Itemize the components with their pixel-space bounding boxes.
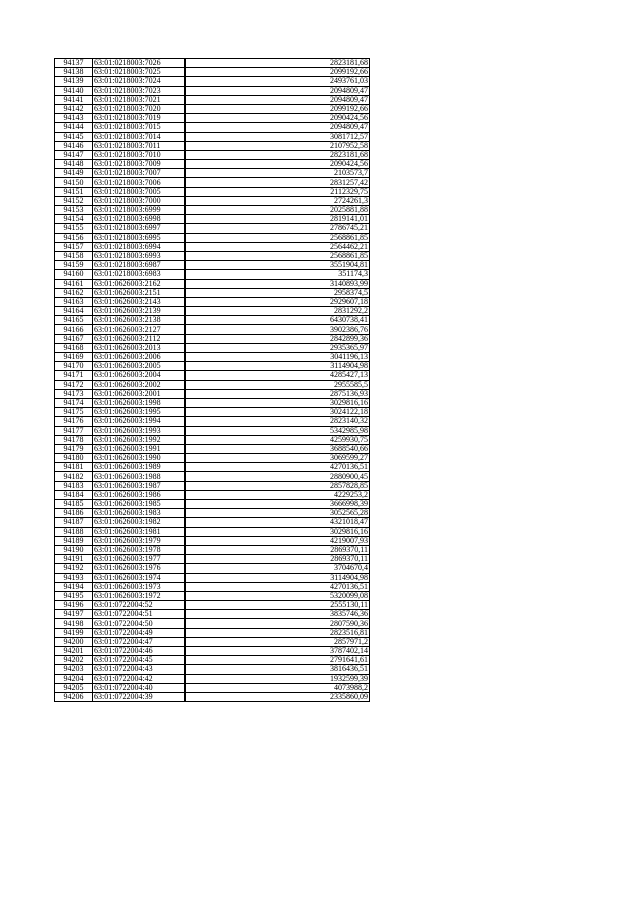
- cadastral-value-cell: 5320099,08: [185, 591, 370, 600]
- cadastral-value-cell: 3069599,27: [185, 454, 370, 463]
- row-number-cell: 94161: [55, 279, 93, 288]
- cadastral-number-cell: 63:01:0218003:7009: [93, 160, 186, 169]
- table-row: [55, 692, 370, 701]
- table-row: [55, 316, 370, 325]
- cadastral-value-cell: 4270136,51: [185, 463, 370, 472]
- row-number-cell: 94141: [55, 95, 93, 104]
- cadastral-number-cell: 63:01:0218003:7010: [93, 150, 186, 159]
- cadastral-value-cell: 2857971,2: [185, 637, 370, 646]
- cadastral-number-cell: 63:01:0626003:1982: [93, 518, 186, 527]
- table-row: [55, 426, 370, 435]
- cadastral-number-cell: 63:01:0218003:7006: [93, 178, 186, 187]
- cadastral-number-cell: 63:01:0626003:1993: [93, 426, 186, 435]
- cadastral-value-cell: 4321018,47: [185, 518, 370, 527]
- cadastral-value-cell: 4285427,13: [185, 371, 370, 380]
- table-row: [55, 564, 370, 573]
- cadastral-number-cell: 63:01:0722004:51: [93, 610, 186, 619]
- table-row: [55, 215, 370, 224]
- row-number-cell: 94197: [55, 610, 93, 619]
- cadastral-value-cell: 2869370,11: [185, 545, 370, 554]
- table-row: [55, 288, 370, 297]
- table-row: [55, 141, 370, 150]
- cadastral-number-cell: 63:01:0626003:1978: [93, 545, 186, 554]
- table-row: [55, 343, 370, 352]
- table-row: [55, 601, 370, 610]
- row-number-cell: 94205: [55, 683, 93, 692]
- cadastral-value-cell: 2842899,36: [185, 334, 370, 343]
- table-row: [55, 619, 370, 628]
- table-row: [55, 196, 370, 205]
- cadastral-number-cell: 63:01:0626003:1991: [93, 444, 186, 453]
- table-row: [55, 206, 370, 215]
- row-number-cell: 94181: [55, 463, 93, 472]
- cadastral-number-cell: 63:01:0626003:2162: [93, 279, 186, 288]
- row-number-cell: 94164: [55, 307, 93, 316]
- cadastral-number-cell: 63:01:0218003:6987: [93, 261, 186, 270]
- cadastral-number-cell: 63:01:0218003:6994: [93, 242, 186, 251]
- row-number-cell: 94145: [55, 132, 93, 141]
- table-row: [55, 665, 370, 674]
- table-row: [55, 77, 370, 86]
- cadastral-number-cell: 63:01:0218003:6993: [93, 251, 186, 260]
- row-number-cell: 94168: [55, 343, 93, 352]
- table-row: [55, 637, 370, 646]
- row-number-cell: 94186: [55, 509, 93, 518]
- row-number-cell: 94188: [55, 527, 93, 536]
- table-row: [55, 242, 370, 251]
- table-row: [55, 435, 370, 444]
- row-number-cell: 94152: [55, 196, 93, 205]
- table-row: [55, 251, 370, 260]
- row-number-cell: 94162: [55, 288, 93, 297]
- cadastral-value-cell: 3029816,16: [185, 398, 370, 407]
- cadastral-value-cell: 3787402,14: [185, 647, 370, 656]
- cadastral-value-cell: 2831292,2: [185, 307, 370, 316]
- row-number-cell: 94192: [55, 564, 93, 573]
- row-number-cell: 94155: [55, 224, 93, 233]
- table-row: [55, 545, 370, 554]
- cadastral-value-cell: 2094809,47: [185, 86, 370, 95]
- row-number-cell: 94169: [55, 353, 93, 362]
- cadastral-value-cell: 2724261,3: [185, 196, 370, 205]
- row-number-cell: 94165: [55, 316, 93, 325]
- table-row: [55, 279, 370, 288]
- table-row: [55, 261, 370, 270]
- cadastral-number-cell: 63:01:0218003:7015: [93, 123, 186, 132]
- row-number-cell: 94151: [55, 187, 93, 196]
- table-row: [55, 463, 370, 472]
- cadastral-value-cell: 2869370,11: [185, 555, 370, 564]
- cadastral-number-cell: 63:01:0626003:1992: [93, 435, 186, 444]
- cadastral-number-cell: 63:01:0626003:1986: [93, 490, 186, 499]
- row-number-cell: 94154: [55, 215, 93, 224]
- cadastral-value-cell: 2025881,88: [185, 206, 370, 215]
- row-number-cell: 94195: [55, 591, 93, 600]
- table-row: [55, 417, 370, 426]
- cadastral-number-cell: 63:01:0722004:49: [93, 628, 186, 637]
- cadastral-number-cell: 63:01:0626003:2013: [93, 343, 186, 352]
- cadastral-value-cell: 3704670,4: [185, 564, 370, 573]
- cadastral-number-cell: 63:01:0626003:2004: [93, 371, 186, 380]
- cadastral-number-cell: 63:01:0626003:1973: [93, 582, 186, 591]
- cadastral-number-cell: 63:01:0626003:1998: [93, 398, 186, 407]
- cadastral-value-cell: 2568861,85: [185, 251, 370, 260]
- row-number-cell: 94148: [55, 160, 93, 169]
- cadastral-number-cell: 63:01:0626003:2002: [93, 380, 186, 389]
- table-row: [55, 270, 370, 279]
- cadastral-value-cell: 4259930,75: [185, 435, 370, 444]
- cadastral-value-cell: 2090424,56: [185, 160, 370, 169]
- table-row: [55, 380, 370, 389]
- cadastral-value-cell: 2807590,36: [185, 619, 370, 628]
- cadastral-value-cell: 4073988,2: [185, 683, 370, 692]
- cadastral-value-cell: 2090424,56: [185, 114, 370, 123]
- row-number-cell: 94198: [55, 619, 93, 628]
- table-row: [55, 573, 370, 582]
- row-number-cell: 94199: [55, 628, 93, 637]
- table-row: [55, 591, 370, 600]
- cadastral-number-cell: 63:01:0722004:43: [93, 665, 186, 674]
- table-row: [55, 86, 370, 95]
- cadastral-value-cell: 2094809,47: [185, 95, 370, 104]
- cadastral-number-cell: 63:01:0218003:7023: [93, 86, 186, 95]
- row-number-cell: 94204: [55, 674, 93, 683]
- table-row: [55, 160, 370, 169]
- row-number-cell: 94201: [55, 647, 93, 656]
- row-number-cell: 94146: [55, 141, 93, 150]
- table-row: [55, 398, 370, 407]
- cadastral-number-cell: 63:01:0218003:6999: [93, 206, 186, 215]
- row-number-cell: 94147: [55, 150, 93, 159]
- cadastral-number-cell: 63:01:0218003:7019: [93, 114, 186, 123]
- row-number-cell: 94139: [55, 77, 93, 86]
- cadastral-value-cell: 2823181,68: [185, 59, 370, 68]
- table-row: [55, 362, 370, 371]
- cadastral-number-cell: 63:01:0218003:7024: [93, 77, 186, 86]
- row-number-cell: 94137: [55, 59, 93, 68]
- table-row: [55, 509, 370, 518]
- cadastral-value-cell: 2875136,93: [185, 389, 370, 398]
- cadastral-number-cell: 63:01:0722004:50: [93, 619, 186, 628]
- cadastral-value-cell: 2493761,03: [185, 77, 370, 86]
- cadastral-value-cell: 3551904,81: [185, 261, 370, 270]
- cadastral-value-cell: 3041196,13: [185, 353, 370, 362]
- cadastral-value-cell: 2568861,85: [185, 233, 370, 242]
- cadastral-number-cell: 63:01:0626003:2001: [93, 389, 186, 398]
- table-row: [55, 610, 370, 619]
- table-row: [55, 95, 370, 104]
- table-row: [55, 444, 370, 453]
- cadastral-number-cell: 63:01:0218003:6997: [93, 224, 186, 233]
- row-number-cell: 94166: [55, 325, 93, 334]
- cadastral-value-cell: 2791641,61: [185, 656, 370, 665]
- table-row: [55, 674, 370, 683]
- row-number-cell: 94172: [55, 380, 93, 389]
- table-row: [55, 389, 370, 398]
- table-row: [55, 178, 370, 187]
- cadastral-number-cell: 63:01:0218003:6998: [93, 215, 186, 224]
- table-body: [55, 59, 370, 702]
- row-number-cell: 94180: [55, 454, 93, 463]
- cadastral-value-cell: 2103573,7: [185, 169, 370, 178]
- table-row: [55, 454, 370, 463]
- cadastral-number-cell: 63:01:0722004:52: [93, 601, 186, 610]
- cadastral-value-cell: 2786745,21: [185, 224, 370, 233]
- cadastral-value-cell: 3666998,39: [185, 500, 370, 509]
- cadastral-number-cell: 63:01:0218003:6983: [93, 270, 186, 279]
- cadastral-number-cell: 63:01:0218003:7005: [93, 187, 186, 196]
- cadastral-number-cell: 63:01:0218003:7025: [93, 68, 186, 77]
- row-number-cell: 94176: [55, 417, 93, 426]
- row-number-cell: 94160: [55, 270, 93, 279]
- cadastral-number-cell: 63:01:0218003:7026: [93, 59, 186, 68]
- cadastral-number-cell: 63:01:0626003:1977: [93, 555, 186, 564]
- table-row: [55, 325, 370, 334]
- cadastral-value-cell: 3114904,98: [185, 362, 370, 371]
- cadastral-value-cell: 2880900,45: [185, 472, 370, 481]
- cadastral-value-cell: 2958374,5: [185, 288, 370, 297]
- cadastral-value-cell: 3902386,76: [185, 325, 370, 334]
- cadastral-value-cell: 2823140,32: [185, 417, 370, 426]
- cadastral-number-cell: 63:01:0218003:7014: [93, 132, 186, 141]
- row-number-cell: 94157: [55, 242, 93, 251]
- cadastral-number-cell: 63:01:0626003:2138: [93, 316, 186, 325]
- cadastral-number-cell: 63:01:0722004:40: [93, 683, 186, 692]
- row-number-cell: 94163: [55, 297, 93, 306]
- row-number-cell: 94170: [55, 362, 93, 371]
- cadastral-number-cell: 63:01:0722004:47: [93, 637, 186, 646]
- table-row: [55, 683, 370, 692]
- row-number-cell: 94159: [55, 261, 93, 270]
- cadastral-number-cell: 63:01:0218003:7021: [93, 95, 186, 104]
- cadastral-value-cell: 3816436,51: [185, 665, 370, 674]
- cadastral-value-cell: 3140893,99: [185, 279, 370, 288]
- row-number-cell: 94142: [55, 104, 93, 113]
- cadastral-number-cell: 63:01:0626003:1994: [93, 417, 186, 426]
- cadastral-number-cell: 63:01:0626003:2151: [93, 288, 186, 297]
- cadastral-value-cell: 2823181,68: [185, 150, 370, 159]
- table-row: [55, 297, 370, 306]
- cadastral-value-cell: 351174,3: [185, 270, 370, 279]
- table-row: [55, 187, 370, 196]
- row-number-cell: 94193: [55, 573, 93, 582]
- cadastral-value-cell: 4219007,93: [185, 536, 370, 545]
- row-number-cell: 94156: [55, 233, 93, 242]
- table-row: [55, 582, 370, 591]
- cadastral-value-cell: 3024122,18: [185, 408, 370, 417]
- cadastral-number-cell: 63:01:0626003:1990: [93, 454, 186, 463]
- row-number-cell: 94171: [55, 371, 93, 380]
- cadastral-number-cell: 63:01:0218003:7007: [93, 169, 186, 178]
- row-number-cell: 94144: [55, 123, 93, 132]
- cadastral-number-cell: 63:01:0626003:1979: [93, 536, 186, 545]
- table-row: [55, 114, 370, 123]
- cadastral-value-cell: 2564462,21: [185, 242, 370, 251]
- cadastral-value-cell: 3835746,36: [185, 610, 370, 619]
- row-number-cell: 94158: [55, 251, 93, 260]
- table-row: [55, 536, 370, 545]
- cadastral-value-cell: 2107952,58: [185, 141, 370, 150]
- table-row: [55, 68, 370, 77]
- cadastral-number-cell: 63:01:0626003:1985: [93, 500, 186, 509]
- cadastral-number-cell: 63:01:0626003:2006: [93, 353, 186, 362]
- table-row: [55, 132, 370, 141]
- table-row: [55, 307, 370, 316]
- row-number-cell: 94182: [55, 472, 93, 481]
- cadastral-number-cell: 63:01:0626003:1995: [93, 408, 186, 417]
- cadastral-number-cell: 63:01:0626003:1974: [93, 573, 186, 582]
- row-number-cell: 94191: [55, 555, 93, 564]
- cadastral-number-cell: 63:01:0626003:2005: [93, 362, 186, 371]
- cadastral-number-cell: 63:01:0626003:1972: [93, 591, 186, 600]
- cadastral-number-cell: 63:01:0626003:1989: [93, 463, 186, 472]
- cadastral-value-cell: 2831257,42: [185, 178, 370, 187]
- row-number-cell: 94183: [55, 481, 93, 490]
- row-number-cell: 94190: [55, 545, 93, 554]
- row-number-cell: 94167: [55, 334, 93, 343]
- row-number-cell: 94138: [55, 68, 93, 77]
- cadastral-value-cell: 3688540,66: [185, 444, 370, 453]
- cadastral-number-cell: 63:01:0722004:45: [93, 656, 186, 665]
- table-row: [55, 472, 370, 481]
- cadastral-value-cell: 3114904,98: [185, 573, 370, 582]
- cadastral-number-cell: 63:01:0722004:39: [93, 692, 186, 701]
- cadastral-value-cell: 2823516,81: [185, 628, 370, 637]
- row-number-cell: 94153: [55, 206, 93, 215]
- table-row: [55, 518, 370, 527]
- cadastral-value-cell: 2099192,66: [185, 104, 370, 113]
- table-row: [55, 123, 370, 132]
- cadastral-number-cell: 63:01:0626003:2143: [93, 297, 186, 306]
- table-row: [55, 647, 370, 656]
- table-row: [55, 555, 370, 564]
- table-row: [55, 490, 370, 499]
- table-row: [55, 408, 370, 417]
- cadastral-value-cell: 2857828,85: [185, 481, 370, 490]
- table-row: [55, 233, 370, 242]
- cadastral-value-cell: 3029816,16: [185, 527, 370, 536]
- row-number-cell: 94173: [55, 389, 93, 398]
- cadastral-number-cell: 63:01:0218003:7011: [93, 141, 186, 150]
- cadastral-number-cell: 63:01:0626003:2139: [93, 307, 186, 316]
- cadastral-value-cell: 2099192,66: [185, 68, 370, 77]
- cadastral-number-cell: 63:01:0722004:42: [93, 674, 186, 683]
- row-number-cell: 94187: [55, 518, 93, 527]
- table-row: [55, 169, 370, 178]
- cadastral-number-cell: 63:01:0626003:1981: [93, 527, 186, 536]
- cadastral-value-cell: 2935365,97: [185, 343, 370, 352]
- row-number-cell: 94184: [55, 490, 93, 499]
- table-row: [55, 656, 370, 665]
- row-number-cell: 94194: [55, 582, 93, 591]
- cadastral-number-cell: 63:01:0218003:7000: [93, 196, 186, 205]
- row-number-cell: 94149: [55, 169, 93, 178]
- row-number-cell: 94200: [55, 637, 93, 646]
- cadastral-number-cell: 63:01:0626003:2112: [93, 334, 186, 343]
- cadastral-value-cell: 2929607,18: [185, 297, 370, 306]
- row-number-cell: 94143: [55, 114, 93, 123]
- table-row: [55, 224, 370, 233]
- table-row: [55, 481, 370, 490]
- table-row: [55, 334, 370, 343]
- cadastral-value-cell: 5342985,98: [185, 426, 370, 435]
- table-row: [55, 104, 370, 113]
- cadastral-value-cell: 3081712,57: [185, 132, 370, 141]
- cadastral-number-cell: 63:01:0626003:1988: [93, 472, 186, 481]
- table-row: [55, 500, 370, 509]
- row-number-cell: 94175: [55, 408, 93, 417]
- table-row: [55, 59, 370, 68]
- cadastral-value-cell: 3052565,28: [185, 509, 370, 518]
- row-number-cell: 94174: [55, 398, 93, 407]
- cadastral-value-cell: 4270136,51: [185, 582, 370, 591]
- cadastral-number-cell: 63:01:0218003:7020: [93, 104, 186, 113]
- cadastral-number-cell: 63:01:0626003:1987: [93, 481, 186, 490]
- cadastral-value-cell: 1932599,39: [185, 674, 370, 683]
- cadastral-value-cell: 6430738,41: [185, 316, 370, 325]
- table-row: [55, 150, 370, 159]
- cadastral-value-cell: 4229253,2: [185, 490, 370, 499]
- cadastral-number-cell: 63:01:0722004:46: [93, 647, 186, 656]
- cadastral-value-cell: 2094809,47: [185, 123, 370, 132]
- row-number-cell: 94206: [55, 692, 93, 701]
- row-number-cell: 94189: [55, 536, 93, 545]
- table-row: [55, 628, 370, 637]
- row-number-cell: 94179: [55, 444, 93, 453]
- row-number-cell: 94150: [55, 178, 93, 187]
- row-number-cell: 94203: [55, 665, 93, 674]
- row-number-cell: 94196: [55, 601, 93, 610]
- row-number-cell: 94177: [55, 426, 93, 435]
- row-number-cell: 94185: [55, 500, 93, 509]
- cadastral-value-cell: 2555130,11: [185, 601, 370, 610]
- cadastral-number-cell: 63:01:0626003:2127: [93, 325, 186, 334]
- cadastral-number-cell: 63:01:0626003:1983: [93, 509, 186, 518]
- cadastral-value-cell: 2955585,5: [185, 380, 370, 389]
- cadastral-value-cell: 2335860,09: [185, 692, 370, 701]
- cadastral-number-cell: 63:01:0218003:6995: [93, 233, 186, 242]
- cadastral-value-table: [54, 58, 370, 702]
- row-number-cell: 94178: [55, 435, 93, 444]
- row-number-cell: 94140: [55, 86, 93, 95]
- cadastral-value-cell: 2112329,75: [185, 187, 370, 196]
- table-row: [55, 353, 370, 362]
- cadastral-number-cell: 63:01:0626003:1976: [93, 564, 186, 573]
- table-row: [55, 527, 370, 536]
- cadastral-value-cell: 2819141,01: [185, 215, 370, 224]
- table-row: [55, 371, 370, 380]
- row-number-cell: 94202: [55, 656, 93, 665]
